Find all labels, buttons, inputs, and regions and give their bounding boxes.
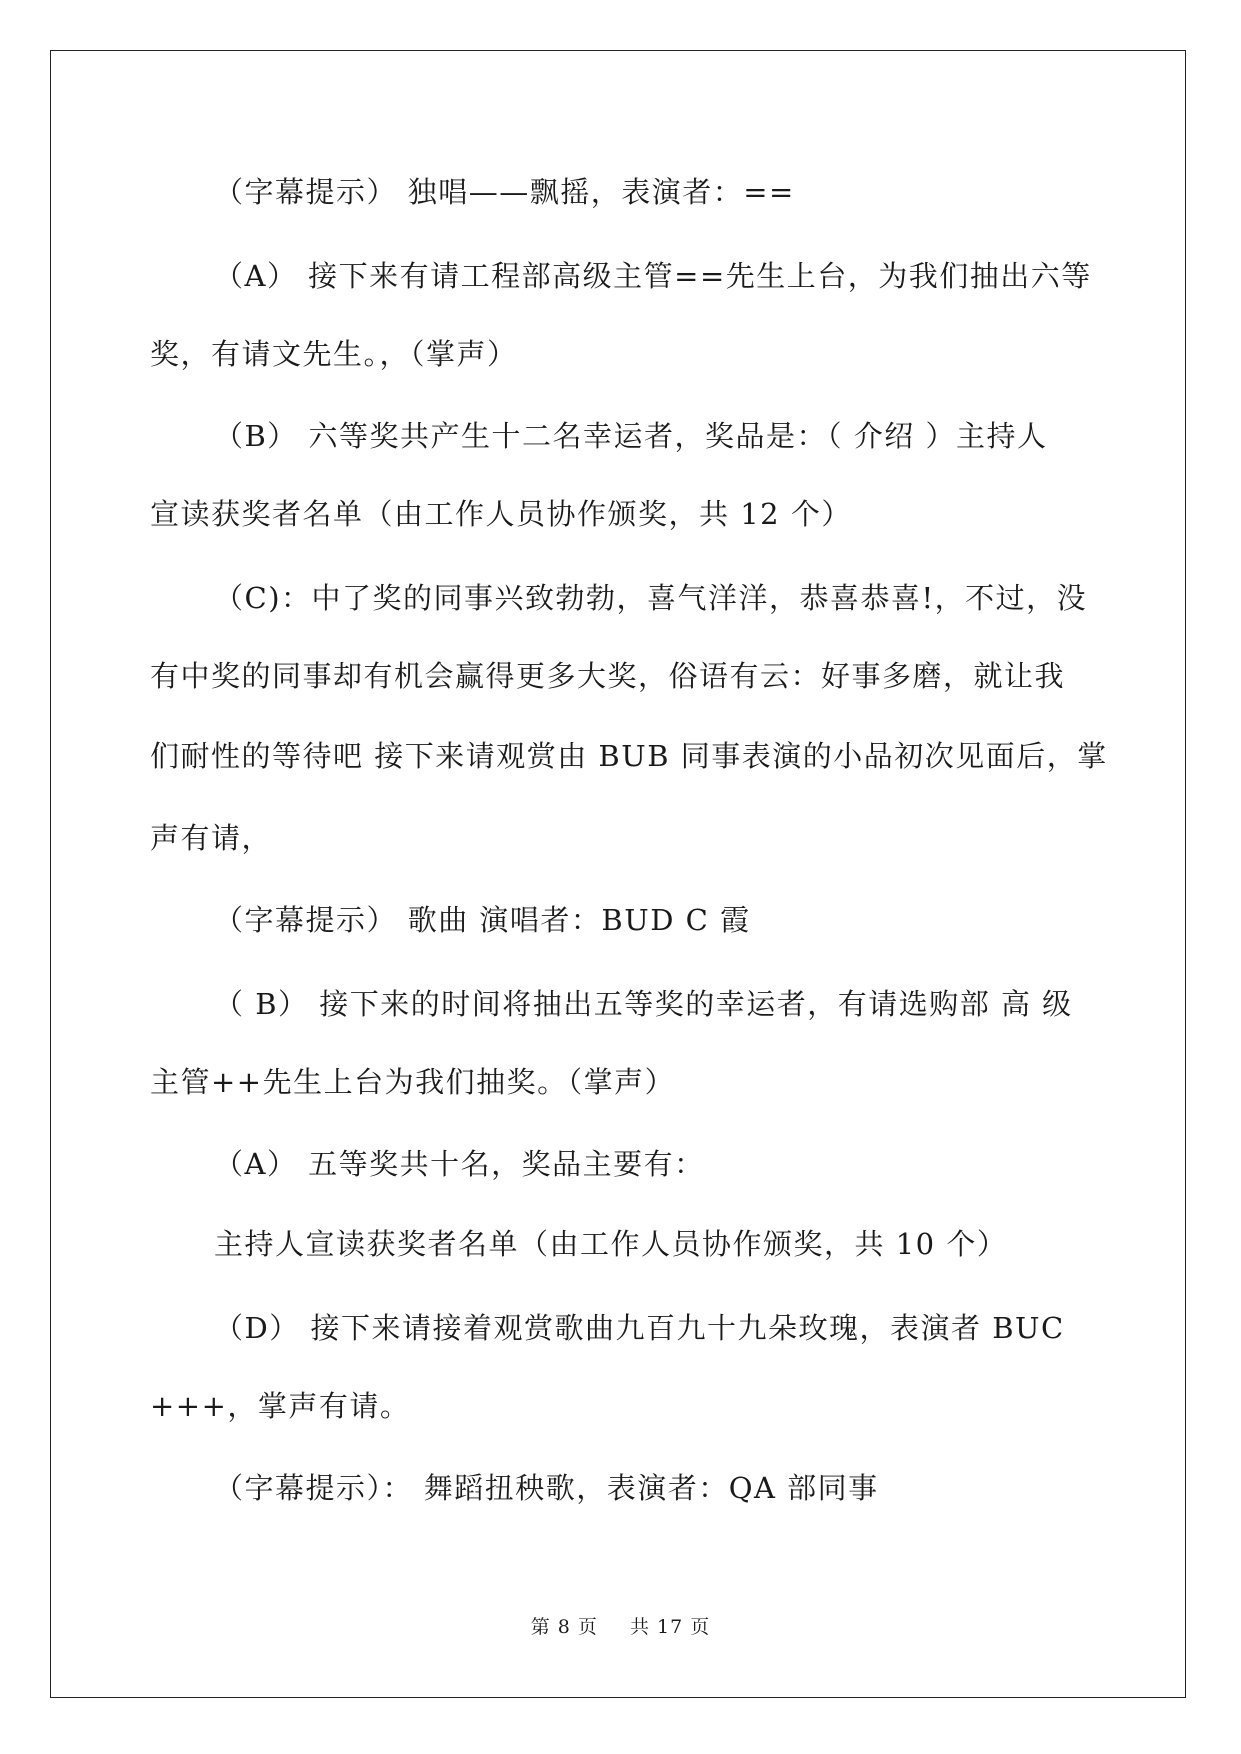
text-line: （字幕提示） 歌曲 演唱者：BUD C 霞	[214, 903, 751, 937]
text-line: 宣读获奖者名单（由工作人员协作颁奖，共 12 个）	[150, 497, 852, 531]
text-line: （ B） 接下来的时间将抽出五等奖的幸运者，有请选购部 高 级	[214, 987, 1073, 1021]
body-line-16	[150, 1364, 1090, 1448]
text-line: （A） 接下来有请工程部高级主管==先生上台，为我们抽出六等	[214, 259, 1092, 293]
body-line-4	[150, 394, 1090, 478]
body-line-12	[150, 1040, 1090, 1124]
body-line-8	[150, 714, 1108, 798]
text-line: 声有请，	[150, 821, 273, 855]
text-line: +++，掌声有请。	[150, 1389, 411, 1423]
body-line-9	[150, 796, 1090, 880]
body-line-17	[150, 1446, 1090, 1530]
body-line-10	[150, 878, 1090, 962]
text-line: （D） 接下来请接着观赏歌曲九百九十九朵玫瑰，表演者 BUC	[214, 1311, 1065, 1345]
text-line: （B） 六等奖共产生十二名幸运者，奖品是：（ 介绍 ）主持人	[214, 419, 1048, 453]
page-number: 第 8 页	[530, 1616, 598, 1638]
text-line: （C)：中了奖的同事兴致勃勃，喜气洋洋，恭喜恭喜!，不过，没	[214, 581, 1088, 615]
page-total: 共 17 页	[630, 1616, 711, 1638]
text-line: （字幕提示）： 舞蹈扭秧歌，表演者：QA 部同事	[214, 1471, 879, 1505]
body-line-11	[150, 962, 1090, 1046]
body-line-7	[150, 634, 1090, 718]
text-line: 奖，有请文先生。，（掌声）	[150, 337, 518, 371]
text-line: 主持人宣读获奖者名单（由工作人员协作颁奖，共 10 个）	[214, 1227, 1008, 1261]
body-line-14	[150, 1202, 1090, 1286]
body-line-1	[150, 150, 1090, 234]
text-line: （字幕提示） 独唱——飘摇，表演者：==	[214, 175, 795, 209]
text-line: （A） 五等奖共十名，奖品主要有：	[214, 1147, 705, 1181]
page-footer	[0, 1612, 1241, 1639]
body-line-15	[150, 1286, 1090, 1370]
text-line: 主管++先生上台为我们抽奖。（掌声）	[150, 1065, 676, 1099]
body-line-3	[150, 312, 1090, 396]
body-line-2	[150, 234, 1090, 318]
text-line: 有中奖的同事却有机会赢得更多大奖，俗语有云：好事多磨，就让我	[150, 659, 1066, 693]
body-line-6	[150, 556, 1090, 640]
text-line: 们耐性的等待吧 接下来请观赏由 BUB 同事表演的小品初次见面后，掌	[150, 739, 1108, 773]
body-line-5	[150, 472, 1090, 556]
body-line-13	[150, 1122, 1090, 1206]
